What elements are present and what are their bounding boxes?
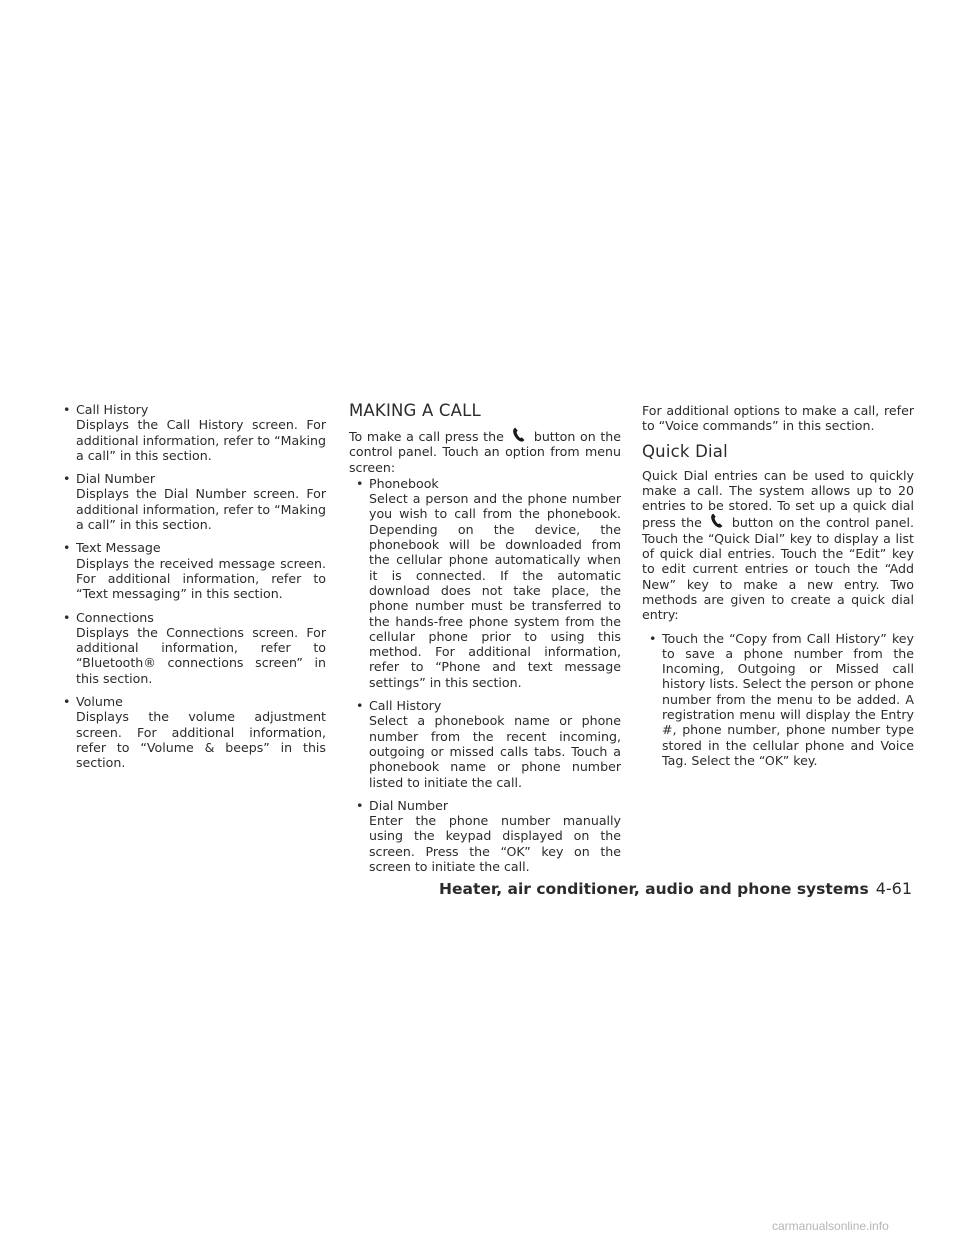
- item-description: Touch the “Copy from Call History” key to save a phone number from the Incoming, Outgoing or Missed call history lists. Select the person or phone number from the menu to be added. A registration menu will display the Entry #, phone number, phone number type stored in the cellular phone and Voice Tag. Select the “OK” key.: [662, 630, 914, 768]
- making-call-intro: [349, 427, 621, 475]
- item-description: Enter the phone number manually using the keypad displayed on the screen. Press the “OK” key on the screen to initiate the call.: [369, 813, 621, 875]
- item-description: Displays the volume adjustment screen. For additional information, refer to “Volume & beeps” in this section.: [76, 709, 326, 771]
- item-title: Text Message: [76, 540, 161, 556]
- item-description: Displays the Call History screen. For additional information, refer to “Making a call” in this section.: [76, 417, 326, 463]
- item-title: Connections: [76, 609, 154, 625]
- list-item-call-history: [349, 698, 621, 790]
- bullet-dot: •: [63, 694, 71, 710]
- bullet-dot: •: [63, 540, 71, 556]
- item-description: Select a phonebook name or phone number from the recent incoming, outgoing or missed calls tabs. Touch a phonebook name or phone number listed to initiate the call.: [369, 713, 621, 790]
- left-column: [60, 402, 326, 779]
- intro-text-before: To make a call press the: [349, 429, 504, 444]
- bullet-dot: •: [356, 475, 364, 491]
- additional-options-text: For additional options to make a call, refer to “Voice commands” in this section.: [642, 403, 914, 434]
- watermark: carmanualsonline.info: [772, 1219, 889, 1233]
- page-footer: [439, 880, 912, 898]
- item-description: Displays the Connections screen. For additional information, refer to “Bluetooth® connections screen” in this section.: [76, 624, 326, 686]
- quick-dial-text-part2: button on the control panel. Touch the “Quick Dial” key to display a list of quick dial entries. Touch the “Edit” key to edit current entries or touch the “Add New” key to make a new entry. Two methods are given to create a quick dial entry:: [642, 515, 914, 623]
- bullet-dot: •: [63, 402, 71, 417]
- item-description: Select a person and the phone number you wish to call from the phonebook. Depending on the device, the phonebook will be downloaded from the cellular phone automatically when it is connected. If the automatic download does not take place, the phone number must be transferred to the hands-free phone system from the cellular phone prior to using this method. For additional information, refer to “Phone and text message settings” in this section.: [369, 491, 621, 690]
- list-item-dial-number: [60, 471, 326, 532]
- phone-handset-icon: [504, 427, 534, 443]
- right-column: [642, 403, 914, 776]
- list-item-connections: [60, 610, 326, 686]
- list-item-volume: [60, 694, 326, 770]
- item-title: Dial Number: [76, 471, 156, 487]
- item-title: Volume: [76, 694, 123, 710]
- list-item-call-history: [60, 402, 326, 463]
- section-heading-quick-dial: Quick Dial: [642, 441, 728, 461]
- list-item-copy-from-call-history: [642, 631, 914, 769]
- footer-section-title: Heater, air conditioner, audio and phone systems: [439, 880, 869, 898]
- list-item-text-message: [60, 540, 326, 601]
- bullet-dot: •: [356, 698, 364, 714]
- item-title: Dial Number: [369, 797, 449, 813]
- phone-handset-icon: [702, 513, 732, 529]
- list-item-dial-number: [349, 798, 621, 874]
- bullet-dot: •: [63, 609, 71, 625]
- list-item-phonebook: [349, 476, 621, 690]
- item-description: Displays the Dial Number screen. For additional information, refer to “Making a call” in this section.: [76, 486, 326, 533]
- quick-dial-text-part1: Quick Dial entries can be used to quickly make a call. The system allows up to 20 entries to be stored. To set up a quick dial press the: [642, 467, 914, 531]
- middle-column: [349, 402, 621, 882]
- bullet-dot: •: [63, 471, 71, 487]
- quick-dial-description: [642, 468, 914, 623]
- item-description: Displays the received message screen. For additional information, refer to “Text messaging” in this section.: [76, 555, 326, 602]
- item-title: Phonebook: [369, 475, 439, 491]
- intro-text-after: button on the control panel. Touch an option from menu screen:: [349, 429, 621, 475]
- section-heading-making-a-call: MAKING A CALL: [349, 401, 481, 420]
- page-number: 4-61: [875, 879, 912, 898]
- item-title: Call History: [76, 402, 149, 417]
- item-title: Call History: [369, 698, 442, 714]
- bullet-dot: •: [356, 797, 364, 813]
- bullet-dot: •: [649, 630, 657, 646]
